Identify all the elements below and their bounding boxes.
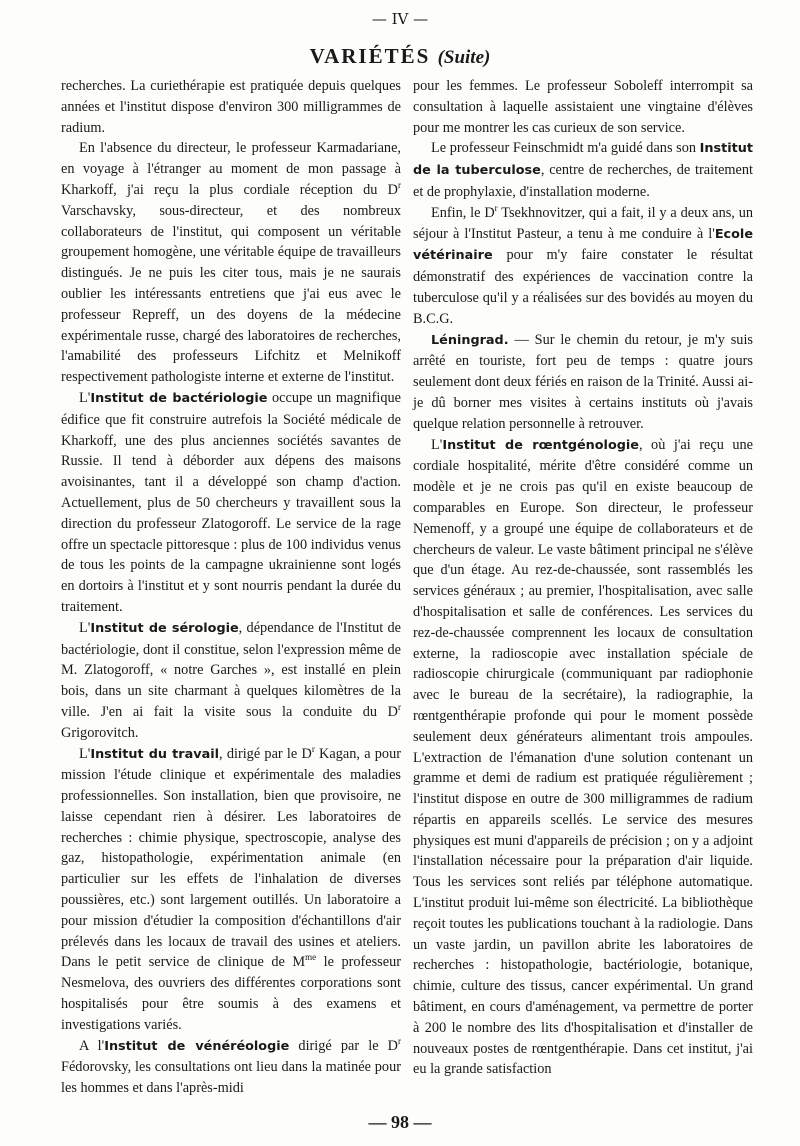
paragraph: recherches. La curiethérapie est pratiquée depuis quelques années et l'institut dispose d'environ 300 milligrammes de radium. <box>61 78 401 136</box>
page-number: — 98 — <box>368 1112 432 1132</box>
city-heading: Léningrad. <box>431 332 509 348</box>
right-column <box>413 76 753 1080</box>
paragraph: L'Institut de rœntgénologie, où j'ai reçu une cordiale hospitalité, mérite d'être considéré comme un modèle et je ne crois pas qu'il en existe beaucoup de comparables en Europe. Son directeur, le professeur Nemenoff, y a groupé une équipe de collaborateurs et de chercheurs de valeur. Le vaste bâtiment principal ne s'élève que d'un étage. Au rez-de-chaussée, sont rassemblés les services généraux ; au premier, l'hospitalisation, avec salle d'hospitalisation et salle de conférences. Les services du rez-de-chaussée comprennent les locaux de consultation externe, la radioscopie avec installation spéciale de radioscopie chirurgicale (communiquant par radiophonie avec le bureau de la secrétaire), la radiographie, la rœntgenthérapie profonde qui pour le moment possède seulement deux générateurs alimentant trois ampoules. L'extraction de l'émanation d'une solution contenant un gramme et demi de radium est pratiquée régulièrement ; l'institut dispose en outre de 300 milligrammes de radium répartis en appareils scellés. Le service des mesures physiques est muni d'appareils de précision ; on y a adjoint l'installation nécessaire pour la préparation d'air liquide. Tous les services sont reliés par téléphone automatique. L'institut produit lui-même son électricité. La bibliothèque reçoit toutes les publications touchant à la radiologie. Dans un vaste jardin, un pavillon abrite les laboratoires de recherches : histopathologie, bactériologie, botanique, chimie, culture des tissus, cancer expérimental. Un grand bâtiment, en cours d'aménagement, va permettre de porter à 200 le nombre des lits d'hospitalisation et d'installer de nouveaux postes de rœntgenthérapie. Dans cet institut, j'ai eu la grande satisfaction <box>413 436 753 1078</box>
institute-name: Institut du travail <box>90 746 219 762</box>
paragraph: L'Institut de sérologie, dépendance de l'Institut de bactériologie, dont il constitue, selon l'expression même de M. Zlatogoroff, « notre Garches », est installé en plein bois, dans un site charmant à quelques kilomètres de la ville. J'en ai fait la visite sous la conduite du $D^r$ Grigorovitch. <box>61 619 401 741</box>
paragraph: Léningrad. — Sur le chemin du retour, je m'y suis arrêté en touriste, fort peu de temps : quatre jours seulement dont deux fériés en raison de la Trinité. Aussi ai-je dû borner mes visites à certains instituts où j'avais quelque relation personnelle à retrouver. <box>413 331 753 432</box>
institute-name: Ecole vétérinaire <box>413 226 753 264</box>
institute-name: Institut de sérologie <box>90 620 239 636</box>
section-title-suffix: (Suite) <box>437 47 491 68</box>
roman-page-number: — IV — <box>371 10 429 28</box>
institute-name: Institut de la tuberculose <box>413 141 753 179</box>
paragraph: Le professeur Feinschmidt m'a guidé dans son Institut de la tuberculose, centre de recherches, de traitement et de prophylaxie, d'installation moderne. <box>413 140 753 200</box>
paragraph: A l'Institut de vénéréologie dirigé par le $D^r$ Fédorovsky, les consultations ont lieu dans la matinée pour les hommes et dans l'après-midi <box>61 1035 401 1097</box>
institute-name: Institut de rœntgénologie <box>442 437 639 453</box>
section-title <box>0 44 800 69</box>
section-title-main: VARIÉTÉS <box>309 44 431 68</box>
left-column <box>61 76 401 1099</box>
paragraph: Enfin, le $D^r$ Tsekhnovitzer, qui a fait, il y a deux ans, un séjour à l'Institut Pasteur, a tenu à me conduire à l'Ecole vétérinaire pour m'y faire constater le résultat démonstratif des expériences de vaccination contre la tuberculose qu'il y a réalisées sur des bovidés au moyen du B.C.G. <box>413 203 753 327</box>
institute-name: Institut de vénéréologie <box>104 1038 290 1054</box>
paragraph: L'Institut de bactériologie occupe un magnifique édifice que fit construire autrefois la Société médicale de Kharkoff, une des plus anciennes sociétés savantes de Russie. Il tend à déborder aux dépens des maisons avoisinantes, tant il a développé son champ d'action. Actuellement, plus de 50 chercheurs y travaillent sous la direction du professeur Zlatogoroff. Le service de la rage offre un spectacle pittoresque : plus de 100 individus venus de tous les points de la campagne ukrainienne sont logés en dortoirs à l'institut et y sont nourris pendant la durée du traitement. <box>61 389 401 615</box>
paragraph: pour les femmes. Le professeur Soboleff interrompit sa consultation à laquelle assistaient une vingtaine d'élèves pour me montrer les cas curieux de son service. <box>413 78 753 136</box>
paragraph: L'Institut du travail, dirigé par le $D^r$ Kagan, a pour mission l'étude clinique et expérimentale des maladies professionnelles. Son installation, bien que provisoire, ne laisse cependant rien à désirer. Les laboratoires de recherches : chimie physique, spectroscopie, analyse des gaz, histopathologie, expérimentation animale (en particulier sur les effets de l'inhalation de diverses poussières, etc.) sont largement outillés. Un laboratoire a pour mission d'étudier la composition d'échantillons d'air prélevés dans les locaux de travail des usines et ateliers. Dans le petit service de clinique de $M^{me}$ le professeur Nesmelova, des ouvriers des différentes corporations sont hospitalisés pour être soumis à des examens et investigations variés. <box>61 743 401 1033</box>
paragraph: En l'absence du directeur, le professeur Karmadariane, en voyage à l'étranger au moment de mon passage à Kharkoff, j'ai reçu la plus cordiale réception du $D^r$ Varschavsky, sous-directeur, et des nombreux collaborateurs de l'institut, qui composent un véritable groupement homogène, une véritable équipe de travailleurs distingués. Je ne puis les citer tous, mais je ne saurais oublier les intéressants entretiens que j'ai eus avec le professeur Repreff, un des doyens de la médecine expérimentale russe, chargé des laboratoires de recherches, l'amabilité des professeurs Lifchitz et Melnikoff respectivement pathologiste interne et externe de l'institut. <box>61 140 401 386</box>
institute-name: Institut de bactériologie <box>90 390 268 406</box>
